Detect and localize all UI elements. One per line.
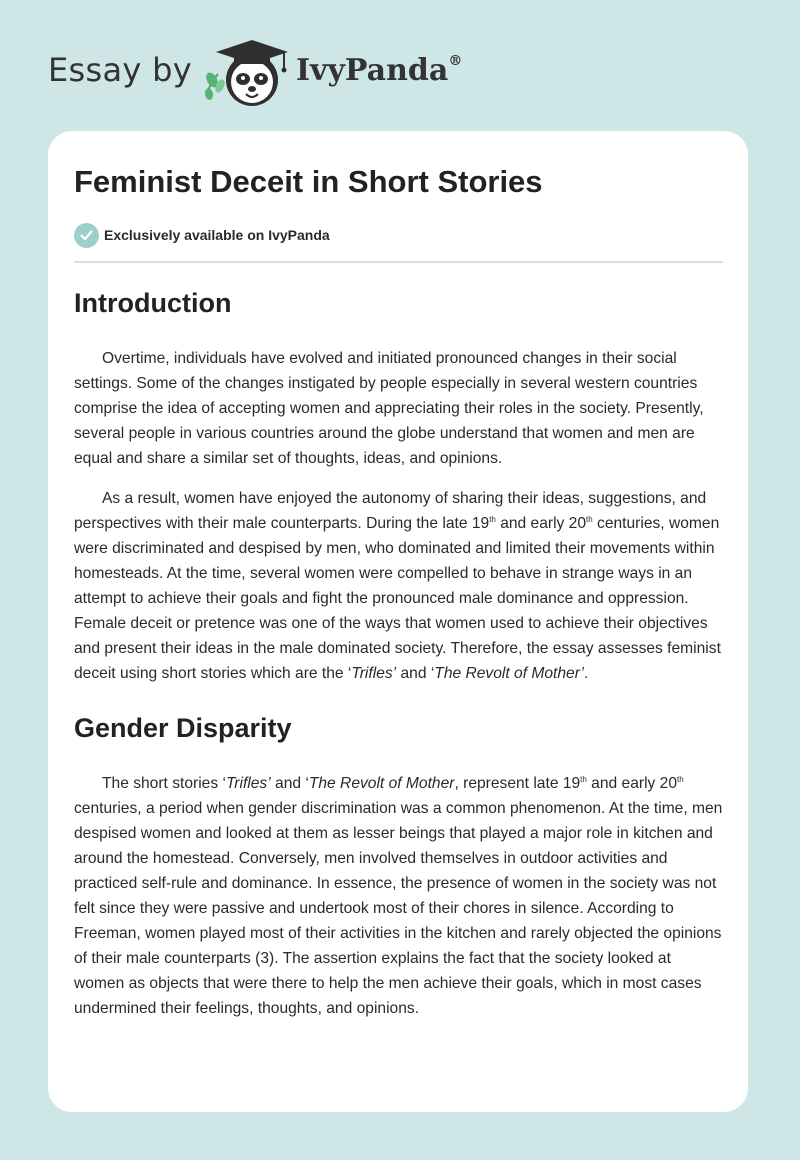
section-heading-introduction: Introduction <box>74 288 232 318</box>
text-run: centuries, women were discriminated and despised by men, who dominated and limited their movements within homesteads. At the time, several women were compelled to behave in strange ways in an attempt to achieve their goals and fight the pronounced male dominance and oppression. Female deceit or pretence was one of the ways that women used to achieve their objectives and present their ideas in the male dominated society. Therefore, the essay assesses feminist deceit using short stories which are the ‘ <box>74 515 721 682</box>
text-run: and early 20 <box>586 775 678 792</box>
panda-logo-icon <box>200 34 296 112</box>
story-title: The Revolt of Mother’ <box>434 665 584 682</box>
text-run: and ‘ <box>396 665 435 682</box>
exclusive-badge-label: Exclusively available on IvyPanda <box>104 227 330 243</box>
superscript: th <box>586 514 593 524</box>
site-header <box>48 30 748 110</box>
section-heading-gender-disparity: Gender Disparity <box>74 713 292 743</box>
story-title: Trifles’ <box>225 775 271 792</box>
page-title: Feminist Deceit in Short Stories <box>74 164 543 199</box>
superscript: th <box>677 774 684 784</box>
check-circle-icon <box>74 223 99 248</box>
story-title: The Revolt of Mother <box>308 775 455 792</box>
text-run: and ‘ <box>270 775 309 792</box>
essay-card <box>48 131 748 1112</box>
text-run: centuries, a period when gender discrimination was a common phenomenon. At the time, men despised women and looked at them as lesser beings that played a major role in kitchen and around the homestead. Conversely, men involved themselves in outdoor activities and practiced self-rule and dominance. In essence, the presence of women in the society was not felt since they were passive and undertook most of their chores in silence. According to Freeman, women played most of their activities in the kitchen and rarely objected the opinions of their male counterparts (3). The assertion explains the fact that the society looked at women as objects that were there to help the men achieve their goals, which in most cases undermined their feelings, thoughts, and opinions. <box>74 800 723 1017</box>
superscript: th <box>489 514 496 524</box>
exclusive-badge <box>74 222 330 248</box>
paragraph: Overtime, individuals have evolved and initiated pronounced changes in their social settings. Some of the changes instigated by people especially in several western countries comprise the idea of accepting women and appreciating their roles in the society. Presently, several people in various countries around the globe understand that women and men are equal and share a similar set of thoughts, ideas, and opinions. <box>74 350 704 467</box>
text-run: and early 20 <box>495 515 587 532</box>
brand-name-text: IvyPanda <box>296 53 449 88</box>
story-title: Trifles’ <box>351 665 397 682</box>
superscript: th <box>580 774 587 784</box>
text-run: As a result, women have enjoyed the autonomy of sharing their ideas, suggestions, and perspectives with their male counterparts. During the late 19 <box>74 490 707 532</box>
text-run: , represent late 19 <box>454 775 581 792</box>
text-run: The short stories ‘ <box>102 775 226 792</box>
brand-name <box>296 53 462 88</box>
brand-prefix: Essay by <box>48 51 192 89</box>
essay-body <box>74 281 724 1021</box>
text-run: . <box>583 665 589 682</box>
registered-mark: ® <box>448 53 463 69</box>
paragraph <box>74 486 724 686</box>
divider <box>74 261 723 263</box>
paragraph <box>74 771 724 1021</box>
